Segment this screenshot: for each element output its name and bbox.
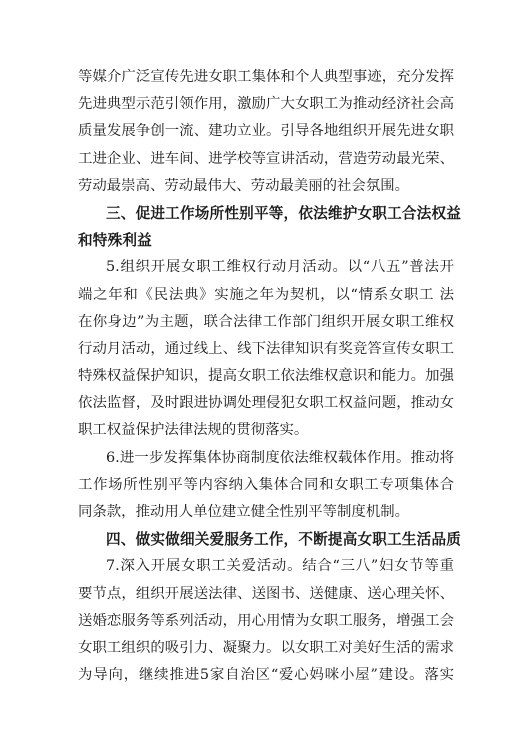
heading-line: 和特殊利益: [78, 232, 152, 250]
document-body: [78, 64, 462, 689]
text-line: 职工权益保护法律法规的贯彻落实。: [78, 422, 309, 439]
heading-line: 四、做实做细关爱服务工作，不断提高女职工生活品质: [106, 531, 462, 549]
text-line: 要节点，组织开展送法律、送图书、送健康、送心理关怀、: [78, 585, 454, 602]
paragraph: [78, 64, 454, 200]
text-line: 等媒介广泛宣传先进女职工集体和个人典型事迹，充分发挥: [78, 69, 454, 85]
text-line: 质量发展争创一流、建功立业。引导各地组织开展先进女职: [78, 123, 454, 140]
paragraph: [78, 553, 454, 689]
text-line: 劳动最崇高、劳动最伟大、劳动最美丽的社会氛围。: [78, 177, 409, 194]
paragraph: [78, 445, 454, 527]
text-line: 工作场所性别平等内容纳入集体合同和女职工专项集体合: [78, 476, 454, 493]
text-line: 同条款，推动用人单位建立健全性别平等制度机制。: [78, 504, 409, 520]
text-line: 在你身边”为主题，联合法律工作部门组织开展女职工维权: [78, 313, 454, 330]
text-line: 特殊权益保护知识，提高女职工依法维权意识和能力。加强: [78, 368, 454, 385]
section-heading: [78, 200, 462, 254]
text-line: 依法监督，及时跟进协调处理侵犯女职工权益问题，推动女: [78, 395, 454, 412]
section-heading: [78, 526, 462, 553]
text-line: 先进典型示范引领作用，激励广大女职工为推动经济社会高: [78, 96, 454, 113]
text-line: 为导向，继续推进5家自治区“爱心妈咪小屋”建设。落实: [78, 667, 454, 684]
text-line: 6.进一步发挥集体协商制度依法维权载体作用。推动将: [106, 449, 454, 466]
text-line: 女职工组织的吸引力、凝聚力。以女职工对美好生活的需求: [78, 639, 454, 656]
text-line: 送婚恋服务等系列活动，用心用情为女职工服务，增强工会: [78, 612, 454, 629]
text-line: 端之年和《民法典》实施之年为契机，以“情系女职工 法: [78, 286, 454, 303]
text-line: 5.组织开展女职工维权行动月活动。以“八五”普法开: [106, 259, 454, 276]
paragraph: [78, 254, 454, 444]
heading-line: 三、促进工作场所性别平等，依法维护女职工合法权益: [106, 204, 462, 222]
text-line: 行动月活动，通过线上、线下法律知识有奖竞答宣传女职工: [78, 340, 454, 357]
text-line: 工进企业、进车间、进学校等宣讲活动，营造劳动最光荣、: [78, 150, 454, 167]
text-line: 7.深入开展女职工关爱活动。结合“三八”妇女节等重: [106, 558, 454, 575]
